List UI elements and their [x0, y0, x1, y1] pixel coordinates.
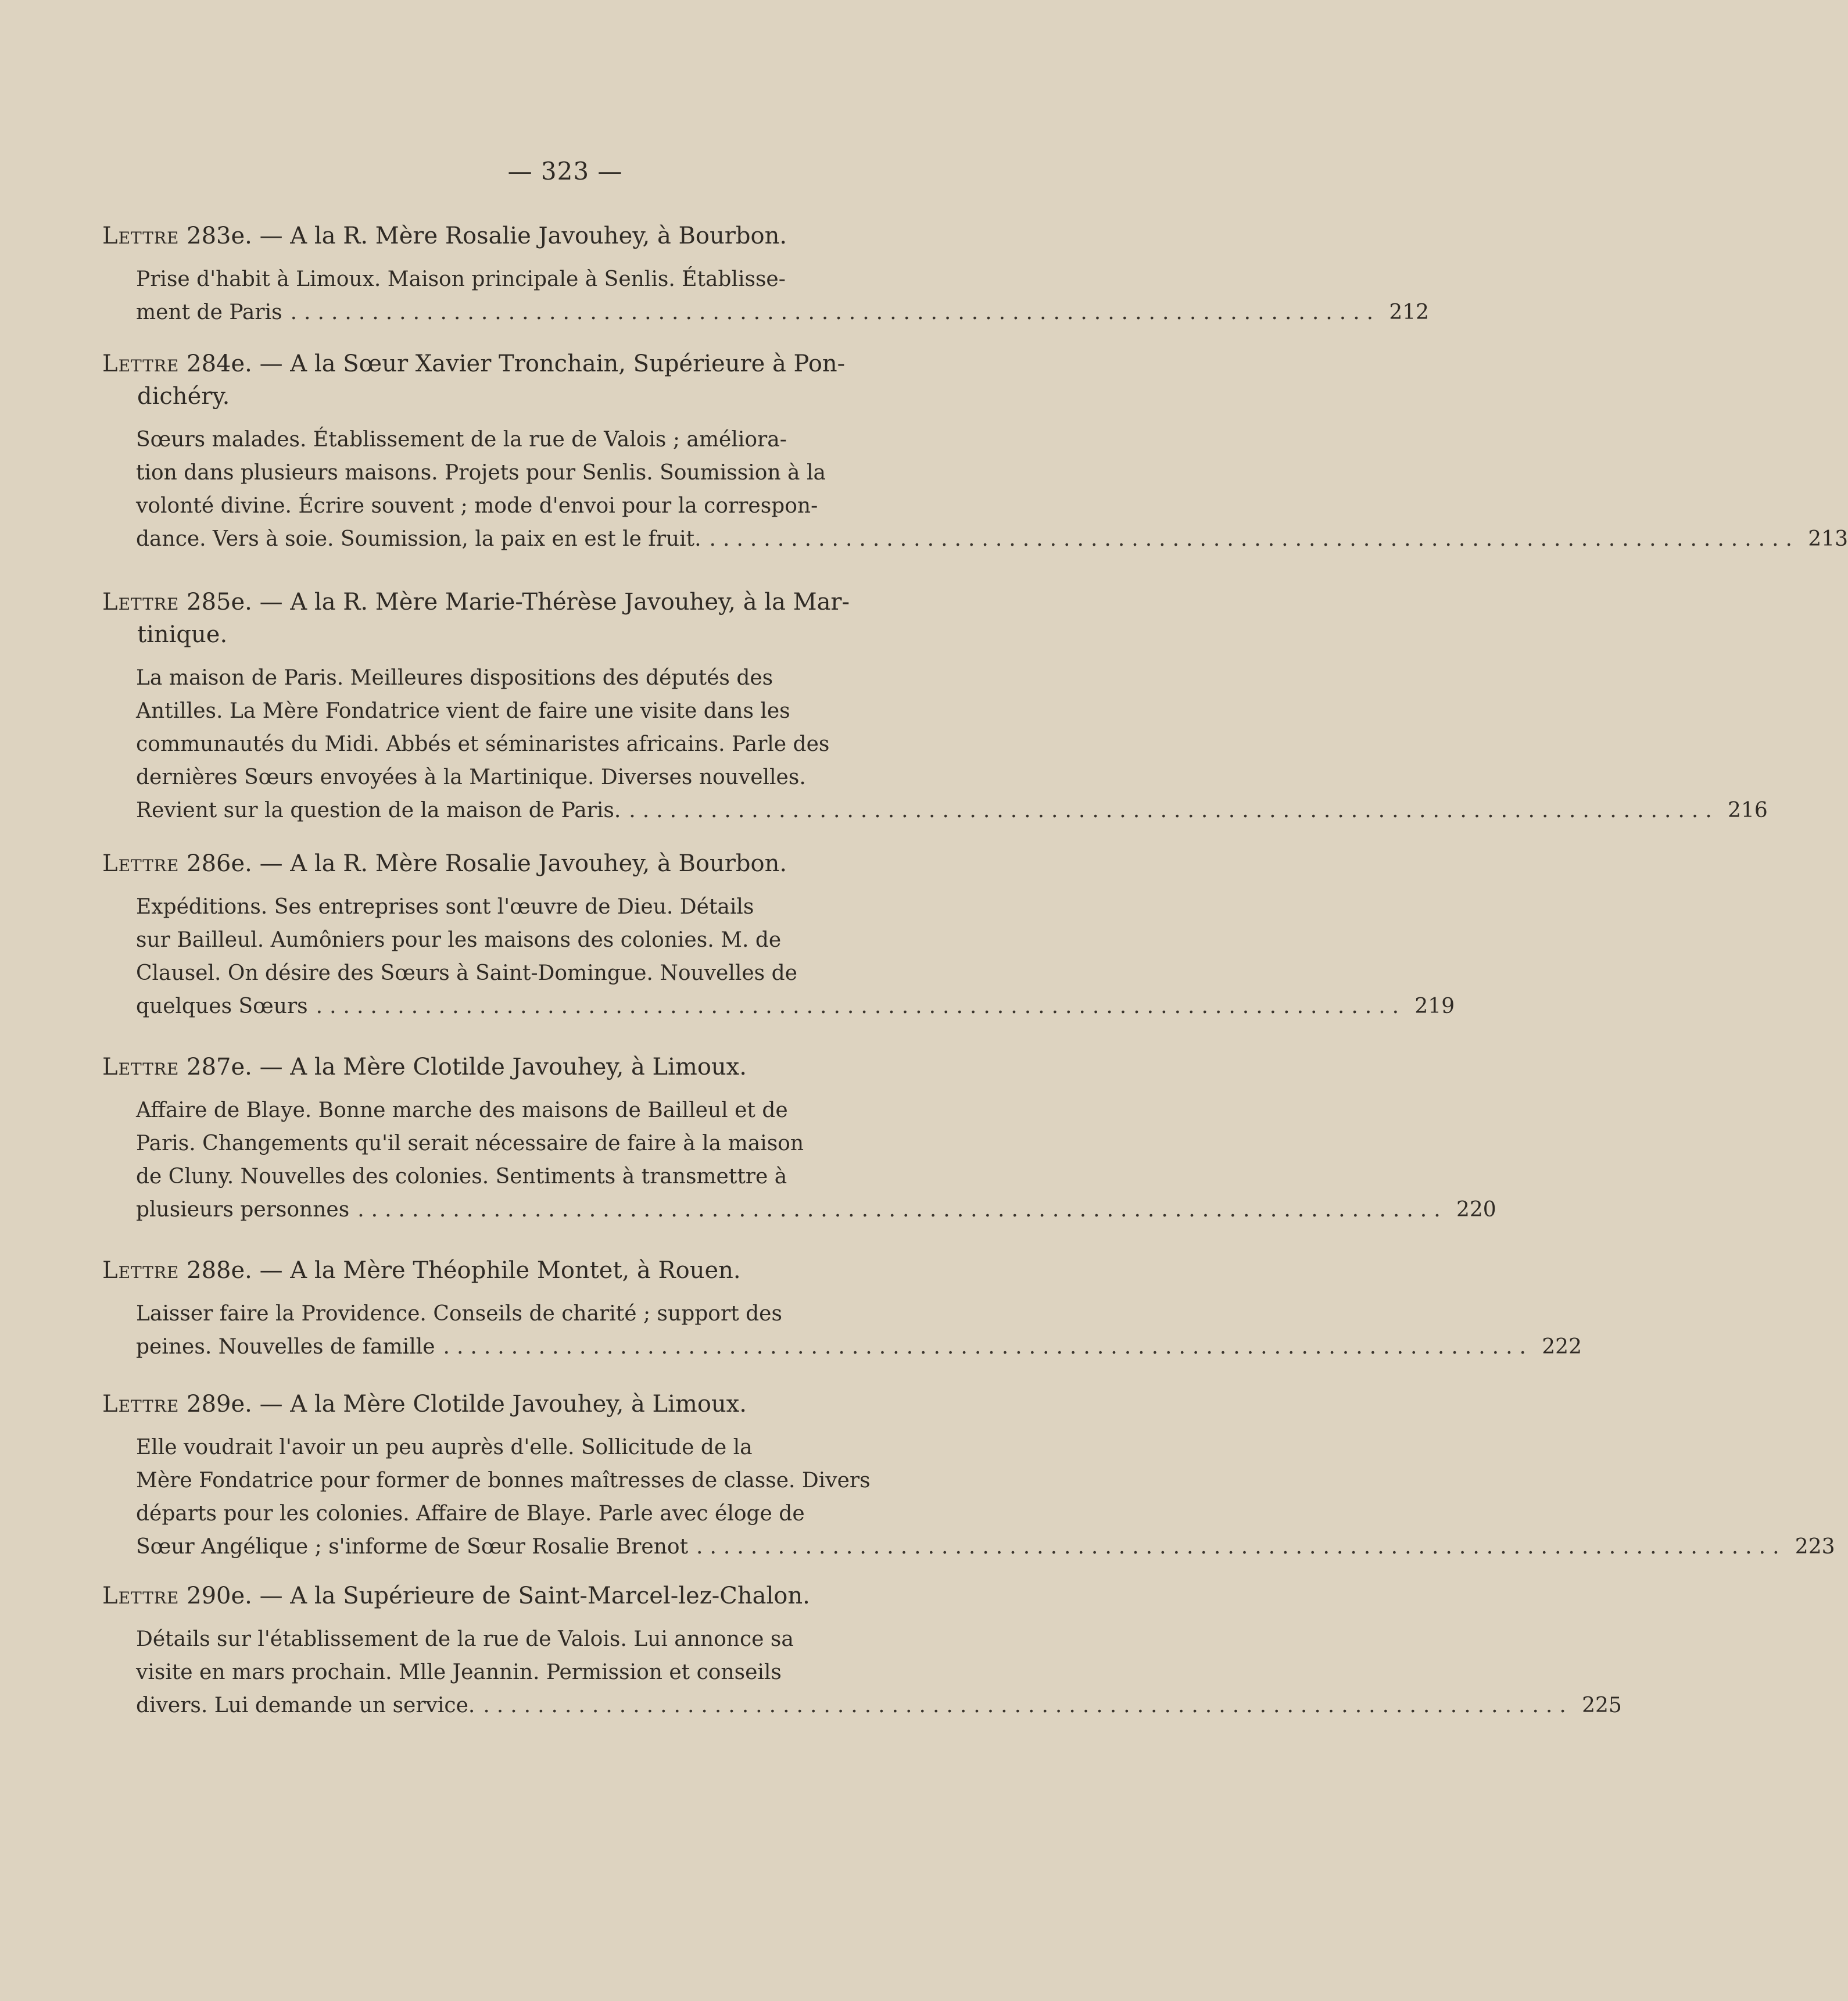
summary-line: volonté divine. Écrire souvent ; mode d'envoi pour la correspon-	[136, 494, 818, 518]
summary-line: dernières Sœurs envoyées à la Martinique. Diverses nouvelles.	[136, 765, 806, 789]
letter-summary	[136, 661, 1768, 827]
letter-number: 289e.	[187, 1391, 252, 1417]
dot-leader: ................................................................................	[443, 1335, 1533, 1359]
summary-line: Sœur Angélique ; s'informe de Sœur Rosalie Brenot	[136, 1535, 689, 1559]
letter-label: Lettre	[102, 589, 180, 615]
letter-recipient: — A la Supérieure de Saint-Marcel-lez-Chalon.	[259, 1583, 810, 1609]
letter-recipient: — A la Mère Clotilde Javouhey, à Limoux.	[259, 1054, 747, 1080]
summary-line: quelques Sœurs	[136, 994, 308, 1018]
letter-number: 290e.	[187, 1583, 252, 1609]
page-number: — 323 —	[507, 157, 623, 185]
page-reference: 213	[1808, 527, 1848, 551]
summary-line: ment de Paris	[136, 300, 282, 324]
summary-last-line	[136, 794, 1768, 827]
letter-label: Lettre	[102, 350, 180, 377]
letter-heading	[102, 220, 974, 252]
summary-line: Expéditions. Ses entreprises sont l'œuvre de Dieu. Détails	[136, 895, 754, 919]
summary-line: Antilles. La Mère Fondatrice vient de faire une visite dans les	[136, 699, 790, 723]
page-reference: 225	[1582, 1694, 1622, 1717]
letter-heading	[102, 1580, 974, 1612]
page-reference: 212	[1389, 300, 1430, 324]
letter-summary	[136, 1094, 1496, 1226]
letter-heading	[102, 847, 974, 880]
summary-last-line	[136, 1330, 1582, 1363]
letter-heading	[102, 586, 974, 651]
letter-entry	[102, 1388, 1835, 1563]
letter-number: 284e.	[187, 350, 252, 377]
summary-last-line	[136, 1530, 1835, 1563]
summary-line: La maison de Paris. Meilleures dispositions des députés des	[136, 666, 773, 690]
summary-line: Elle voudrait l'avoir un peu auprès d'elle. Sollicitude de la	[136, 1436, 753, 1459]
letter-entry	[102, 1051, 1496, 1226]
letter-recipient: — A la Mère Théophile Montet, à Rouen.	[259, 1257, 741, 1284]
dot-leader: ................................................................................	[709, 527, 1799, 551]
summary-last-line	[136, 1193, 1496, 1226]
letter-summary	[136, 1431, 1835, 1563]
summary-line: Clausel. On désire des Sœurs à Saint-Domingue. Nouvelles de	[136, 961, 797, 985]
letter-recipient-continued: tinique.	[137, 621, 228, 648]
page-reference: 219	[1414, 994, 1455, 1018]
summary-line: visite en mars prochain. Mlle Jeannin. Permission et conseils	[136, 1660, 782, 1684]
dot-leader: ................................................................................	[483, 1694, 1573, 1717]
dot-leader: ................................................................................	[357, 1198, 1448, 1222]
summary-line: Revient sur la question de la maison de Paris.	[136, 799, 621, 822]
letter-summary	[136, 1623, 1622, 1722]
page-reference: 216	[1728, 799, 1768, 822]
letter-entry	[102, 586, 1768, 827]
summary-last-line	[136, 522, 1848, 556]
letter-heading	[102, 348, 974, 413]
summary-line: Mère Fondatrice pour former de bonnes maîtresses de classe. Divers	[136, 1469, 871, 1492]
summary-line: tion dans plusieurs maisons. Projets pour Senlis. Soumission à la	[136, 461, 826, 485]
letter-number: 285e.	[187, 589, 252, 615]
letter-label: Lettre	[102, 223, 180, 249]
letter-entry	[102, 1580, 1622, 1722]
summary-line: Laisser faire la Providence. Conseils de charité ; support des	[136, 1302, 782, 1326]
letter-label: Lettre	[102, 850, 180, 877]
dot-leader: ................................................................................	[316, 994, 1406, 1018]
letter-summary	[136, 263, 1430, 329]
dot-leader: ................................................................................	[629, 799, 1719, 822]
letter-recipient: — A la Mère Clotilde Javouhey, à Limoux.	[259, 1391, 747, 1417]
letter-label: Lettre	[102, 1054, 180, 1080]
summary-line: dance. Vers à soie. Soumission, la paix en est le fruit.	[136, 527, 701, 551]
letter-entry	[102, 847, 1455, 1023]
letter-number: 288e.	[187, 1257, 252, 1284]
page-reference: 223	[1795, 1535, 1835, 1559]
letter-recipient-continued: dichéry.	[137, 383, 230, 410]
summary-line: Paris. Changements qu'il serait nécessaire de faire à la maison	[136, 1132, 804, 1155]
summary-line: Prise d'habit à Limoux. Maison principale à Senlis. Établisse-	[136, 267, 786, 291]
summary-line: départs pour les colonies. Affaire de Blaye. Parle avec éloge de	[136, 1502, 805, 1526]
letter-label: Lettre	[102, 1583, 180, 1609]
summary-line: de Cluny. Nouvelles des colonies. Sentiments à transmettre à	[136, 1165, 787, 1189]
summary-line: sur Bailleul. Aumôniers pour les maisons des colonies. M. de	[136, 928, 782, 952]
summary-line: plusieurs personnes	[136, 1198, 350, 1222]
letter-recipient: — A la R. Mère Rosalie Javouhey, à Bourbon.	[259, 223, 787, 249]
page-reference: 220	[1456, 1198, 1496, 1222]
letter-heading	[102, 1254, 974, 1287]
letter-number: 287e.	[187, 1054, 252, 1080]
letter-recipient: — A la R. Mère Marie-Thérèse Javouhey, à la Mar-	[259, 589, 850, 615]
dot-leader: ................................................................................	[696, 1535, 1786, 1559]
summary-line: Sœurs malades. Établissement de la rue de Valois ; améliora-	[136, 428, 787, 452]
letter-recipient: — A la R. Mère Rosalie Javouhey, à Bourbon.	[259, 850, 787, 877]
letter-number: 286e.	[187, 850, 252, 877]
summary-line: Affaire de Blaye. Bonne marche des maisons de Bailleul et de	[136, 1098, 788, 1122]
letter-summary	[136, 1297, 1582, 1363]
summary-line: divers. Lui demande un service.	[136, 1694, 475, 1717]
letter-entry	[102, 348, 1848, 556]
letter-recipient: — A la Sœur Xavier Tronchain, Supérieure à Pon-	[259, 350, 846, 377]
letter-summary	[136, 890, 1455, 1023]
letter-label: Lettre	[102, 1257, 180, 1284]
page-reference: 222	[1542, 1335, 1582, 1359]
dot-leader: ................................................................................	[290, 300, 1381, 324]
letter-entry	[102, 220, 1430, 329]
letter-summary	[136, 423, 1848, 556]
letter-label: Lettre	[102, 1391, 180, 1417]
summary-last-line	[136, 990, 1455, 1023]
letter-entry	[102, 1254, 1582, 1363]
letter-heading	[102, 1051, 974, 1083]
summary-line: peines. Nouvelles de famille	[136, 1335, 435, 1359]
summary-line: Détails sur l'établissement de la rue de Valois. Lui annonce sa	[136, 1627, 794, 1651]
summary-last-line	[136, 1689, 1622, 1722]
summary-last-line	[136, 296, 1430, 329]
letter-number: 283e.	[187, 223, 252, 249]
summary-line: communautés du Midi. Abbés et séminaristes africains. Parle des	[136, 732, 830, 756]
letter-heading	[102, 1388, 974, 1420]
